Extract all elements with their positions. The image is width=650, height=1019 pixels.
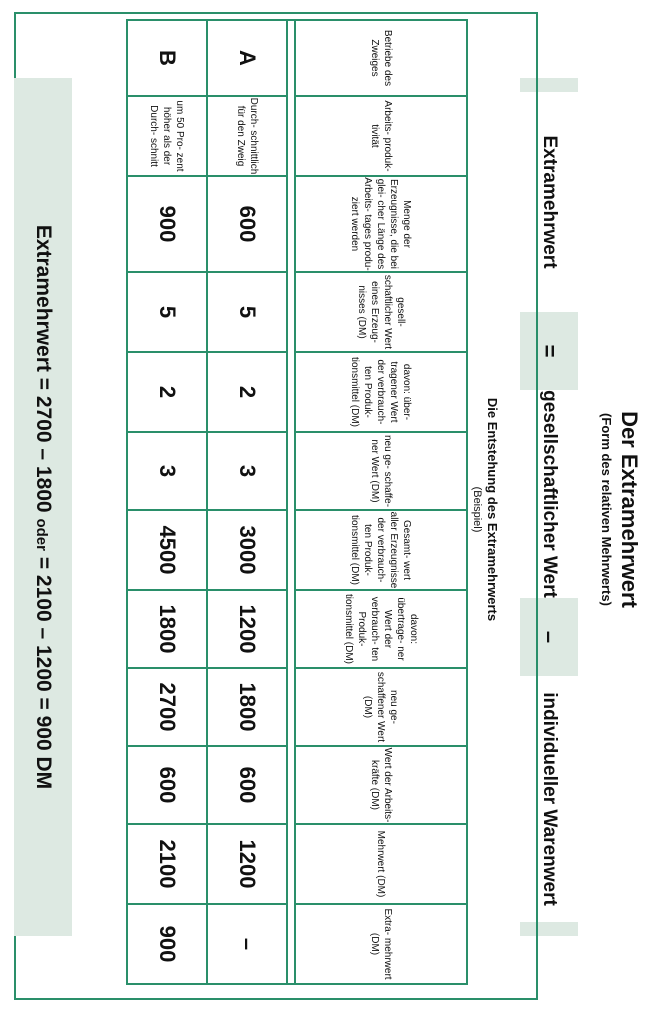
header-betriebe: Betriebe des Zweiges: [295, 20, 467, 96]
cell-gesellschaftlicher-wert: 5: [207, 272, 287, 352]
formula-equals: =: [537, 344, 562, 358]
header-extramehrwert: Extra- mehrwert (DM): [295, 904, 467, 984]
table-caption: Die Entstehung des Extramehrwerts: [485, 397, 500, 622]
header-row: [295, 20, 467, 984]
header-gesamtwert: Gesamt- wert aller Erzeugnisse der verbrauch- ten Produk- tionsmittel (DM): [295, 510, 467, 590]
header-mehrwert: Mehrwert (DM): [295, 824, 467, 904]
cell-gesamtwert: 4500: [127, 510, 207, 590]
row-gap: [287, 20, 295, 984]
formula-minus: –: [537, 630, 562, 644]
header-arbeitsproduktivitaet: Arbeits- produk- tivität: [295, 96, 467, 176]
result-oder: oder: [33, 518, 50, 551]
cell-uebertragener-wert: 2: [207, 352, 287, 432]
cell-neu-geschaffener-wert: 3: [127, 432, 207, 510]
result-prefix: Extramehrwert = 2700 – 1800: [32, 224, 55, 513]
cell-neu-geschaffener-wert-gesamt: 2700: [127, 668, 207, 746]
table-frame: [14, 12, 538, 1000]
extramehrwert-table: [126, 19, 468, 985]
header-neu-geschaffener-wert-gesamt: neu ge- schaffener Wert (DM): [295, 668, 467, 746]
formula-term-individueller-warenwert: individueller Warenwert: [520, 676, 578, 922]
header-gesellschaftlicher-wert: gesell- schaftlicher Wert eines Erzeug- nisses (DM): [295, 272, 467, 352]
header-uebertragener-wert: davon: über- tragener Wert der verbrauch- ten Produk- tionsmittel (DM): [295, 352, 467, 432]
header-neu-geschaffener-wert: neu ge- schaffe- ner Wert (DM): [295, 432, 467, 510]
cell-menge: 900: [127, 176, 207, 272]
formula-term-gesellschaftlicher-wert: gesellschaftlicher Wert: [520, 390, 578, 598]
row-label: B: [127, 20, 207, 96]
cell-uebertragener-wert: 2: [127, 352, 207, 432]
cell-neu-geschaffener-wert-gesamt: 1800: [207, 668, 287, 746]
page-title: Der Extramehrwert: [617, 411, 642, 608]
table-row: [207, 20, 287, 984]
row-productivity: Durch- schnittlich für den Zweig: [207, 96, 287, 176]
header-uebertragener-wert-gesamt: davon: übertrage- ner Wert der verbrauch- ten Produk- tionsmittel (DM): [295, 590, 467, 668]
cell-gesellschaftlicher-wert: 5: [127, 272, 207, 352]
header-wert-arbeitskraefte: Wert der Arbeits- kräfte (DM): [295, 746, 467, 824]
cell-uebertragener-wert-gesamt: 1800: [127, 590, 207, 668]
row-label: A: [207, 20, 287, 96]
cell-wert-arbeitskraefte: 600: [207, 746, 287, 824]
result-suffix: = 2100 – 1200 = 900 DM: [32, 556, 55, 790]
spacer-row: [287, 20, 295, 984]
cell-mehrwert: 2100: [127, 824, 207, 904]
cell-neu-geschaffener-wert: 3: [207, 432, 287, 510]
header-menge: Menge der Erzeugnisse, die bei glei- cher Länge des Arbeits- tages produ- ziert werden: [295, 176, 467, 272]
cell-wert-arbeitskraefte: 600: [127, 746, 207, 824]
row-productivity: um 50 Pro- zent höher als der Durch- schnitt: [127, 96, 207, 176]
page-subtitle: (Form des relativen Mehrwerts): [599, 413, 614, 606]
formula-term-extramehrwert: Extramehrwert: [520, 92, 578, 312]
cell-extramehrwert: –: [207, 904, 287, 984]
cell-menge: 600: [207, 176, 287, 272]
result-band: [14, 78, 72, 936]
cell-uebertragener-wert-gesamt: 1200: [207, 590, 287, 668]
table-caption-sub: (Beispiel): [471, 486, 483, 533]
cell-mehrwert: 1200: [207, 824, 287, 904]
table-row: [127, 20, 207, 984]
cell-extramehrwert: 900: [127, 904, 207, 984]
cell-gesamtwert: 3000: [207, 510, 287, 590]
